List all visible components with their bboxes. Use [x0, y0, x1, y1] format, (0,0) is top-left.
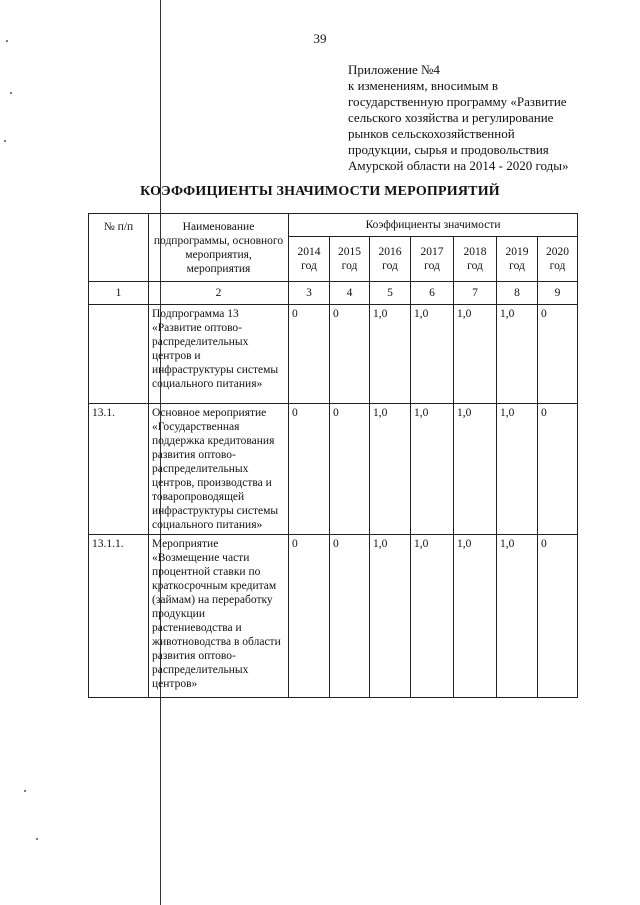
row-value: 1,0 — [370, 305, 411, 404]
row-name-line: процентной ставки по — [152, 566, 261, 578]
scan-speck — [24, 790, 26, 792]
row-value: 1,0 — [370, 535, 411, 698]
row-name-line: животноводства в области — [152, 636, 281, 648]
header-year — [289, 237, 330, 282]
column-number: 7 — [454, 282, 497, 305]
header-year-unit: год — [467, 260, 483, 272]
scan-speck — [10, 92, 12, 94]
header-year — [330, 237, 370, 282]
row-name — [149, 404, 289, 535]
header-year-unit: год — [301, 260, 317, 272]
header-no: № п/п — [89, 214, 149, 282]
row-name-line: (займам) на переработку — [152, 594, 273, 606]
header-year-unit: год — [509, 260, 525, 272]
column-number: 5 — [370, 282, 411, 305]
row-name-line: «Государственная — [152, 421, 240, 433]
row-name-line: инфраструктуры системы — [152, 364, 279, 376]
row-name-line: растениеводства и — [152, 622, 242, 634]
header-year — [497, 237, 538, 282]
header-year — [370, 237, 411, 282]
table-row — [89, 535, 578, 698]
row-name-line: распределительных — [152, 664, 249, 676]
table-row — [89, 305, 578, 404]
row-value: 0 — [330, 535, 370, 698]
row-name-line: социального питания» — [152, 378, 263, 390]
header-year-value: 2015 — [338, 246, 361, 258]
appendix-line: Приложение №4 — [348, 62, 440, 77]
header-year-value: 2018 — [463, 246, 487, 258]
row-name-line: центров, производства и — [152, 477, 272, 489]
header-year-value: 2017 — [420, 246, 444, 258]
column-number: 9 — [538, 282, 578, 305]
row-value: 1,0 — [411, 404, 454, 535]
header-name — [149, 214, 289, 282]
row-name-line: распределительных — [152, 336, 249, 348]
row-name-line: «Развитие оптово- — [152, 322, 242, 334]
header-year-unit: год — [341, 260, 358, 272]
coefficients-table — [88, 213, 578, 698]
row-value: 1,0 — [497, 404, 538, 535]
row-name-line: «Возмещение части — [152, 552, 250, 564]
row-name-line: центров и — [152, 350, 201, 362]
header-name-line: Наименование — [182, 221, 255, 233]
appendix-line: Амурской области на 2014 - 2020 годы» — [348, 158, 569, 173]
row-name — [149, 535, 289, 698]
row-name-line: распределительных — [152, 463, 249, 475]
row-value: 1,0 — [497, 305, 538, 404]
row-value: 0 — [289, 535, 330, 698]
column-number-row — [89, 282, 578, 305]
row-value: 0 — [538, 305, 578, 404]
row-value: 0 — [289, 404, 330, 535]
page-number: 39 — [313, 31, 327, 46]
row-value: 1,0 — [454, 404, 497, 535]
appendix-note — [348, 62, 633, 174]
header-year-value: 2020 — [546, 246, 570, 258]
row-name-line: поддержка кредитования — [152, 435, 275, 447]
row-name-line: Основное мероприятие — [152, 407, 267, 419]
row-value: 1,0 — [497, 535, 538, 698]
header-year-value: 2019 — [505, 246, 529, 258]
row-value: 0 — [538, 404, 578, 535]
column-number: 2 — [149, 282, 289, 305]
row-name-line: продукции — [152, 608, 205, 620]
row-number: 13.1.1. — [89, 535, 149, 698]
row-name-line: развития оптово- — [152, 650, 236, 662]
scan-speck — [4, 140, 6, 142]
appendix-line: рынков сельскохозяйственной — [348, 126, 515, 141]
header-coefficients: Коэффициенты значимости — [289, 214, 578, 237]
row-name — [149, 305, 289, 404]
row-value: 1,0 — [454, 535, 497, 698]
row-value: 0 — [538, 535, 578, 698]
header-name-line: подпрограммы, основного — [153, 235, 284, 247]
row-number: 13.1. — [89, 404, 149, 535]
row-name-line: краткосрочным кредитам — [152, 580, 277, 592]
appendix-line: к изменениям, вносимым в — [348, 78, 499, 93]
header-year-unit: год — [382, 260, 398, 272]
header-year — [454, 237, 497, 282]
header-year-value: 2014 — [297, 246, 321, 258]
header-name-line: мероприятия, — [185, 249, 252, 261]
row-value: 1,0 — [411, 305, 454, 404]
row-name-line: товаропроводящей — [152, 491, 245, 503]
table-row — [89, 404, 578, 535]
appendix-line: государственную программу «Развитие — [348, 94, 567, 109]
header-year — [538, 237, 578, 282]
header-name-line: мероприятия — [186, 263, 251, 275]
row-number — [89, 305, 149, 404]
row-name-line: социального питания» — [152, 519, 263, 531]
scan-speck — [36, 838, 38, 840]
row-value: 1,0 — [454, 305, 497, 404]
column-number: 4 — [330, 282, 370, 305]
document-title: КОЭФФИЦИЕНТЫ ЗНАЧИМОСТИ МЕРОПРИЯТИЙ — [140, 184, 500, 199]
appendix-line: сельского хозяйства и регулирование — [348, 110, 554, 125]
row-value: 0 — [330, 404, 370, 535]
row-value: 0 — [289, 305, 330, 404]
header-year-unit: год — [549, 260, 566, 272]
row-name-line: Мероприятие — [152, 538, 219, 550]
row-value: 0 — [330, 305, 370, 404]
appendix-line: продукции, сырья и продовольствия — [348, 142, 549, 157]
row-name-line: Подпрограмма 13 — [152, 308, 239, 320]
header-year — [411, 237, 454, 282]
row-name-line: развития оптово- — [152, 449, 236, 461]
column-number: 8 — [497, 282, 538, 305]
header-year-unit: год — [424, 260, 440, 272]
row-value: 1,0 — [370, 404, 411, 535]
row-name-line: центров» — [152, 678, 198, 690]
column-number: 3 — [289, 282, 330, 305]
header-year-value: 2016 — [378, 246, 402, 258]
header-row — [89, 214, 578, 237]
row-value: 1,0 — [411, 535, 454, 698]
column-number: 6 — [411, 282, 454, 305]
column-number: 1 — [89, 282, 149, 305]
row-name-line: инфраструктуры системы — [152, 505, 279, 517]
